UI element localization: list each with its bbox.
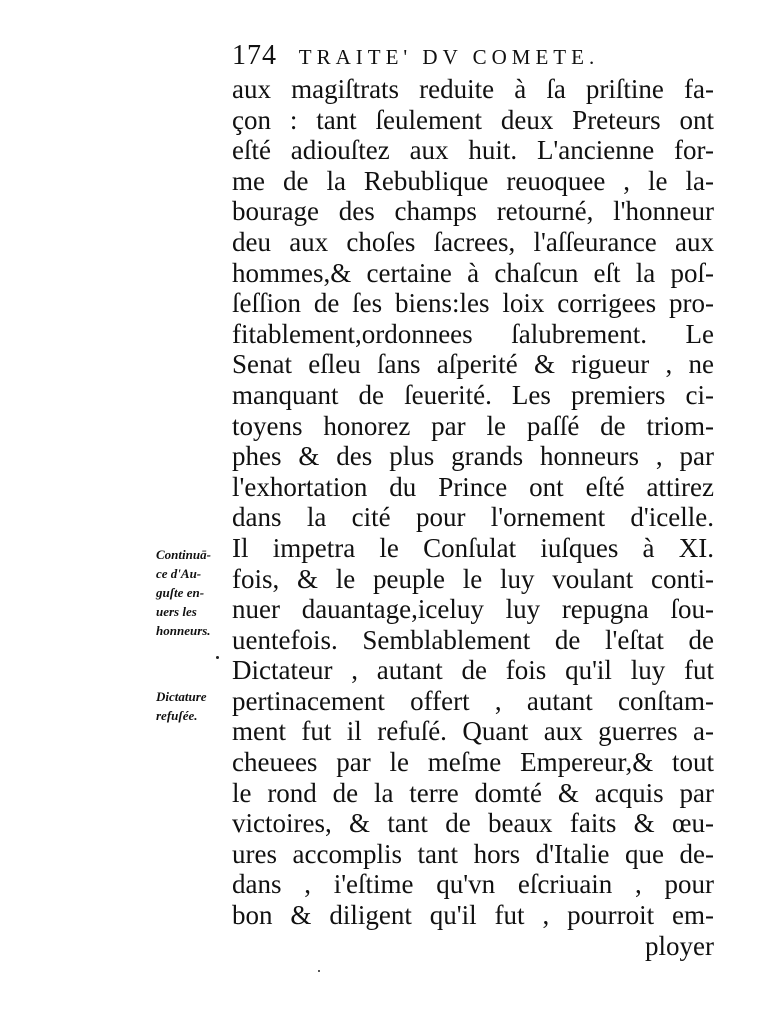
margin-note-line: ce d'Au- — [156, 566, 202, 581]
margin-note-dictature — [156, 687, 207, 725]
text-line: ſeſſion de ſes biens:les loix corrigees pro- — [232, 288, 714, 319]
text-line: dans la cité pour l'ornement d'icelle. — [232, 502, 714, 533]
text-line: ment fut il refuſé. Quant aux guerres a- — [232, 716, 714, 747]
ink-speck — [216, 656, 219, 659]
text-line: bon & diligent qu'il fut , pourroit em- — [232, 900, 714, 931]
text-line: fois, & le peuple le luy voulant conti- — [232, 563, 714, 594]
text-line: çon : tant ſeulement deux Preteurs ont — [232, 104, 714, 135]
text-line: manquant de ſeuerité. Les premiers ci- — [232, 379, 714, 410]
text-line: Dictateur , autant de fois qu'il luy fut — [232, 655, 714, 686]
margin-note-line: Dictature — [156, 689, 207, 704]
text-line: bourage des champs retourné, l'honneur — [232, 196, 714, 227]
text-line: ures accomplis tant hors d'Italie que de- — [232, 838, 714, 869]
catchword: ployer — [645, 930, 714, 961]
page-header — [232, 40, 712, 74]
text-line: fitablement,ordonnees ſalubrement. Le — [232, 318, 714, 349]
margin-note-continuance — [156, 545, 211, 640]
running-title: TRAITE' DV COMETE. — [298, 45, 600, 69]
text-line: aux magiſtrats reduite à ſa priſtine fa- — [232, 74, 714, 104]
text-line: victoires, & tant de beaux faits & œu- — [232, 808, 714, 839]
text-line: dans , i'eſtime qu'vn eſcriuain , pour — [232, 869, 714, 900]
text-line: hommes,& certaine à chaſcun eſt la poſ- — [232, 257, 714, 288]
margin-note-line: refuſée. — [156, 708, 198, 723]
margin-note-line: honneurs. — [156, 623, 211, 638]
text-line: Senat eſleu ſans aſperité & rigueur , ne — [232, 349, 714, 380]
text-line: phes & des plus grands honneurs , par — [232, 441, 714, 472]
text-line: cheuees par le meſme Empereur,& tout — [232, 747, 714, 778]
text-line: Il impetra le Conſulat iuſques à XI. — [232, 532, 714, 563]
text-line: nuer dauantage,iceluy luy repugna ſou- — [232, 594, 714, 625]
text-line: deu aux choſes ſacrees, l'aſſeurance aux — [232, 226, 714, 257]
margin-note-line: uers les — [156, 604, 197, 619]
text-line: pertinacement offert , autant conſtam- — [232, 685, 714, 716]
margin-note-line: Continuā- — [156, 547, 211, 562]
margin-note-line: guſte en- — [156, 585, 205, 600]
page-number: 174 — [232, 40, 277, 71]
text-line: toyens honorez par le paſſé de triom- — [232, 410, 714, 441]
text-line: l'exhortation du Prince ont eſté attirez — [232, 471, 714, 502]
text-line: le rond de la terre domté & acquis par — [232, 777, 714, 808]
body-text — [232, 74, 714, 961]
text-line: uentefois. Semblablement de l'eſtat de — [232, 624, 714, 655]
text-line: eſté adiouſtez aux huit. L'ancienne for- — [232, 135, 714, 166]
ink-speck — [318, 970, 320, 972]
text-line: me de la Rebublique reuoquee , le la- — [232, 165, 714, 196]
